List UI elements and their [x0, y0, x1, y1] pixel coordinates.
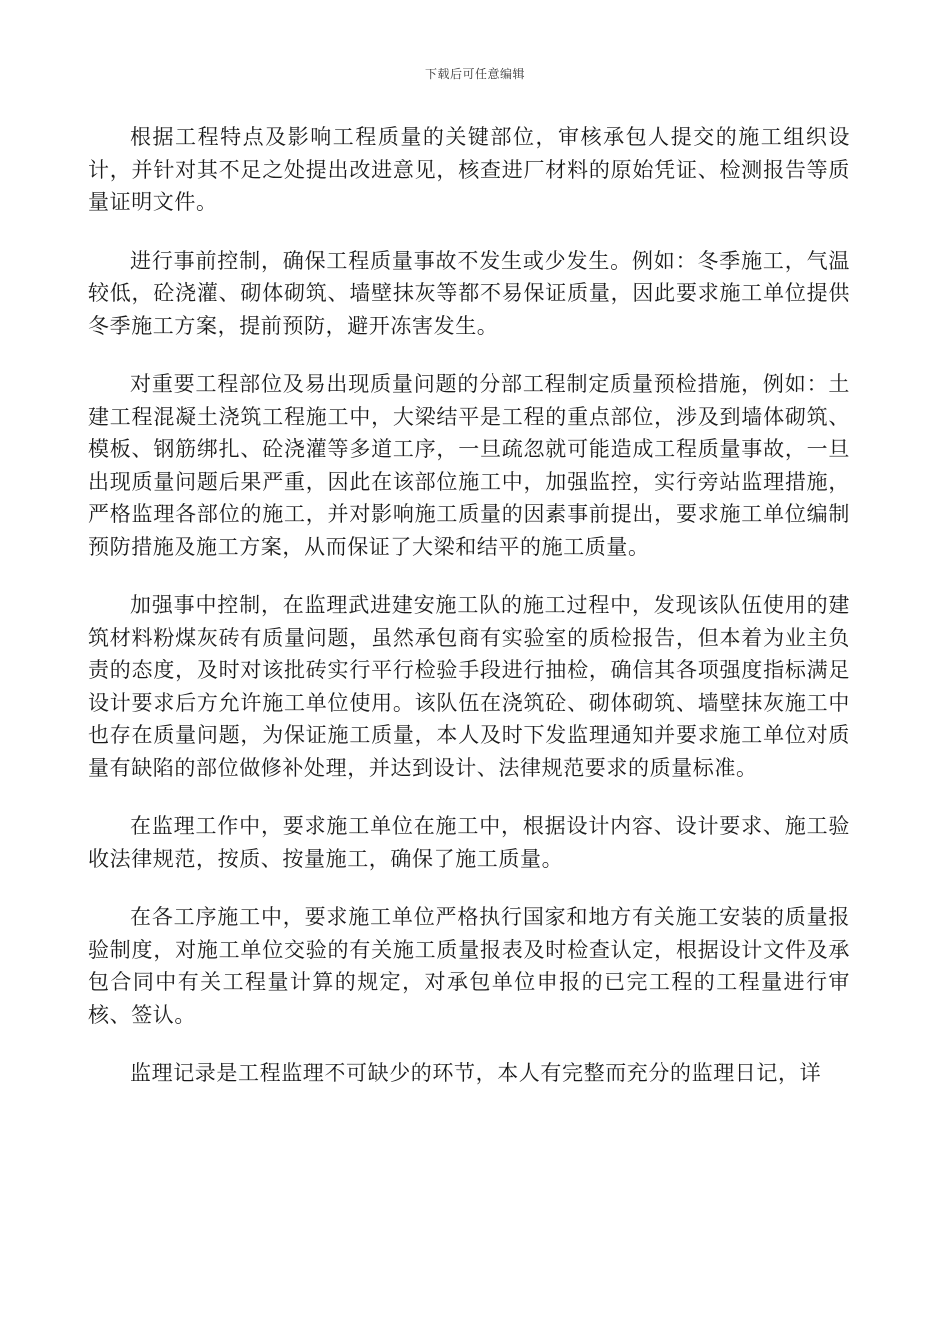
- paragraph-supervision-record: 监理记录是工程监理不可缺少的环节，本人有完整而充分的监理日记，详: [130, 1061, 822, 1085]
- document-body: [88, 121, 850, 1116]
- paragraph-supervision-work: 在监理工作中，要求施工单位在施工中，根据设计内容、设计要求、施工验收法律规范，按质、按量施工，确保了施工质量。: [88, 814, 850, 871]
- paragraph-design-review: 根据工程特点及影响工程质量的关键部位，审核承包人提交的施工组织设计，并针对其不足之处提出改进意见，核查进厂材料的原始凭证、检测报告等质量证明文件。: [88, 125, 850, 214]
- page-header: 下载后可任意编辑: [424, 67, 525, 81]
- paragraph-pre-control: 进行事前控制，确保工程质量事故不发生或少发生。例如：冬季施工，气温较低，砼浇灌、砌体砌筑、墙壁抹灰等都不易保证质量，因此要求施工单位提供冬季施工方案，提前预防，避开冻害发生。: [88, 248, 850, 338]
- paragraph-pre-inspection: 对重要工程部位及易出现质量问题的分部工程制定质量预检措施，例如：土建工程混凝土浇筑工程施工中，大梁结平是工程的重点部位，涉及到墙体砌筑、模板、钢筋绑扎、砼浇灌等多道工序，一旦疏忽就可能造成工程质量事故，一旦出现质量问题后果严重，因此在该部位施工中，加强监控，实行旁站监理措施，严格监理各部位的施工，并对影响施工质量的因素事前提出，要求施工单位编制预防措施及施工方案，从而保证了大梁和结平的施工质量。: [88, 372, 850, 559]
- paragraph-in-process-control: 加强事中控制，在监理武进建安施工队的施工过程中，发现该队伍使用的建筑材料粉煤灰砖有质量问题，虽然承包商有实验室的质检报告，但本着为业主负责的态度，及时对该批砖实行平行检验手段进行抽检，确信其各项强度指标满足设计要求后方允许施工单位使用。该队伍在浇筑砼、砌体砌筑、墙壁抹灰施工中也存在质量问题，为保证施工质量，本人及时下发监理通知并要求施工单位对质量有缺陷的部位做修补处理，并达到设计、法律规范要求的质量标准。: [88, 593, 850, 780]
- paragraph-quality-reporting: 在各工序施工中，要求施工单位严格执行国家和地方有关施工安装的质量报验制度，对施工单位交验的有关施工质量报表及时检查认定，根据设计文件及承包合同中有关工程量计算的规定，对承包单位申报的已完工程的工程量进行审核、签认。: [88, 905, 850, 1027]
